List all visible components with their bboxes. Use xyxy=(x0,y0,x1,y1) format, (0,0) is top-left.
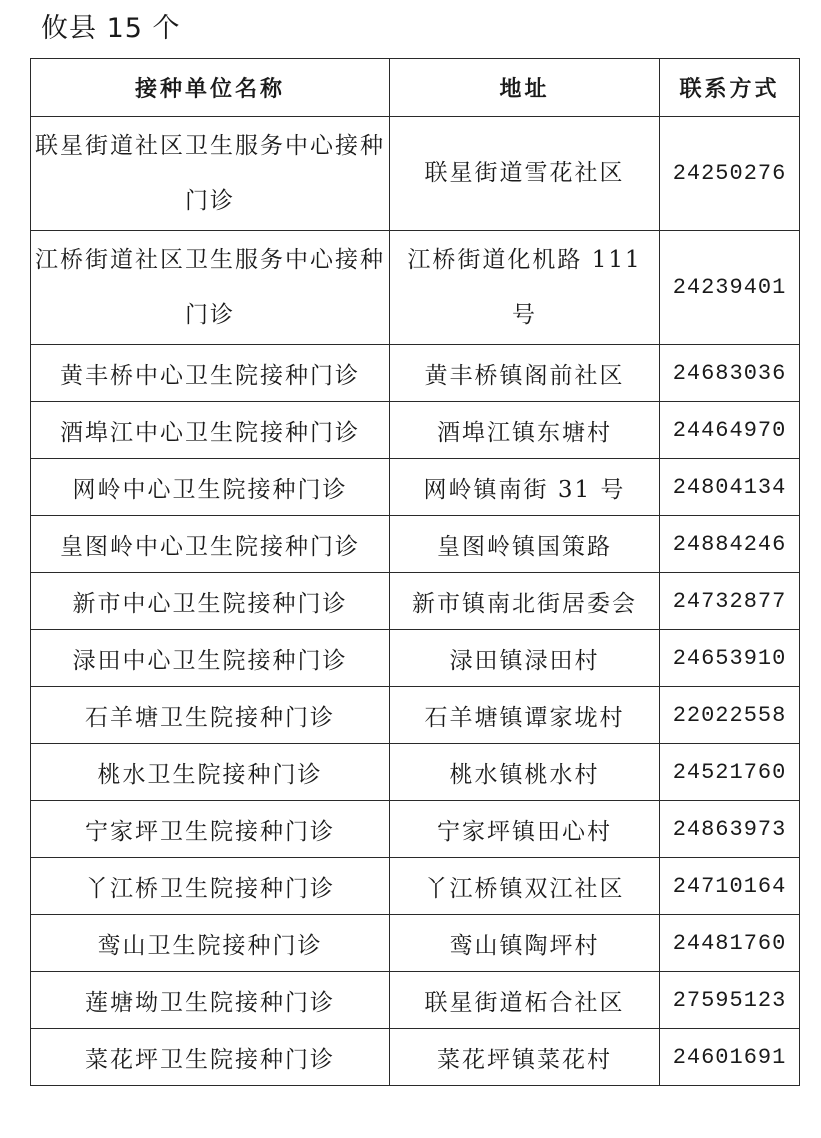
clinic-address: 丫江桥镇双江社区 xyxy=(390,858,660,915)
table-row xyxy=(31,915,800,972)
clinic-name: 新市中心卫生院接种门诊 xyxy=(31,573,390,630)
clinic-phone: 24683036 xyxy=(660,345,800,402)
clinic-name: 网岭中心卫生院接种门诊 xyxy=(31,459,390,516)
page-title: 攸县 15 个 xyxy=(41,13,181,44)
table-row xyxy=(31,630,800,687)
clinic-name: 渌田中心卫生院接种门诊 xyxy=(31,630,390,687)
clinic-phone: 24464970 xyxy=(660,402,800,459)
table-row xyxy=(31,231,800,345)
clinic-name: 黄丰桥中心卫生院接种门诊 xyxy=(31,345,390,402)
table-header-row xyxy=(31,59,800,117)
clinic-name: 宁家坪卫生院接种门诊 xyxy=(31,801,390,858)
table-row xyxy=(31,516,800,573)
clinic-name: 桃水卫生院接种门诊 xyxy=(31,744,390,801)
clinic-phone: 24653910 xyxy=(660,630,800,687)
table-row xyxy=(31,801,800,858)
clinic-address: 皇图岭镇国策路 xyxy=(390,516,660,573)
clinic-phone: 24250276 xyxy=(660,117,800,231)
clinic-name: 石羊塘卫生院接种门诊 xyxy=(31,687,390,744)
clinic-phone: 24710164 xyxy=(660,858,800,915)
clinic-address: 联星街道柘合社区 xyxy=(390,972,660,1029)
table-row xyxy=(31,1029,800,1086)
clinic-phone: 24863973 xyxy=(660,801,800,858)
vaccination-clinic-table xyxy=(30,58,800,1086)
table-row xyxy=(31,744,800,801)
clinic-name: 皇图岭中心卫生院接种门诊 xyxy=(31,516,390,573)
table-row xyxy=(31,687,800,744)
clinic-phone: 24239401 xyxy=(660,231,800,345)
clinic-name: 丫江桥卫生院接种门诊 xyxy=(31,858,390,915)
clinic-name: 鸾山卫生院接种门诊 xyxy=(31,915,390,972)
clinic-address: 黄丰桥镇阁前社区 xyxy=(390,345,660,402)
clinic-phone: 24521760 xyxy=(660,744,800,801)
table-row xyxy=(31,345,800,402)
clinic-address: 渌田镇渌田村 xyxy=(390,630,660,687)
table-row xyxy=(31,117,800,231)
clinic-address: 宁家坪镇田心村 xyxy=(390,801,660,858)
column-header-address: 地址 xyxy=(390,59,660,117)
clinic-name: 菜花坪卫生院接种门诊 xyxy=(31,1029,390,1086)
clinic-phone: 24884246 xyxy=(660,516,800,573)
clinic-address: 石羊塘镇谭家垅村 xyxy=(390,687,660,744)
clinic-name: 酒埠江中心卫生院接种门诊 xyxy=(31,402,390,459)
clinic-address: 酒埠江镇东塘村 xyxy=(390,402,660,459)
column-header-name: 接种单位名称 xyxy=(31,59,390,117)
clinic-address: 江桥街道化机路 111 号 xyxy=(390,231,660,345)
table-row xyxy=(31,459,800,516)
clinic-name: 联星街道社区卫生服务中心接种门诊 xyxy=(31,117,390,231)
table-row xyxy=(31,972,800,1029)
clinic-phone: 24481760 xyxy=(660,915,800,972)
clinic-name: 江桥街道社区卫生服务中心接种门诊 xyxy=(31,231,390,345)
table-row xyxy=(31,402,800,459)
clinic-phone: 27595123 xyxy=(660,972,800,1029)
table-row xyxy=(31,858,800,915)
clinic-phone: 24804134 xyxy=(660,459,800,516)
clinic-address: 桃水镇桃水村 xyxy=(390,744,660,801)
clinic-name: 莲塘坳卫生院接种门诊 xyxy=(31,972,390,1029)
clinic-address: 联星街道雪花社区 xyxy=(390,117,660,231)
clinic-address: 鸾山镇陶坪村 xyxy=(390,915,660,972)
clinic-phone: 22022558 xyxy=(660,687,800,744)
clinic-address: 新市镇南北街居委会 xyxy=(390,573,660,630)
clinic-phone: 24732877 xyxy=(660,573,800,630)
table-row xyxy=(31,573,800,630)
column-header-contact: 联系方式 xyxy=(660,59,800,117)
clinic-address: 网岭镇南街 31 号 xyxy=(390,459,660,516)
clinic-phone: 24601691 xyxy=(660,1029,800,1086)
clinic-address: 菜花坪镇菜花村 xyxy=(390,1029,660,1086)
